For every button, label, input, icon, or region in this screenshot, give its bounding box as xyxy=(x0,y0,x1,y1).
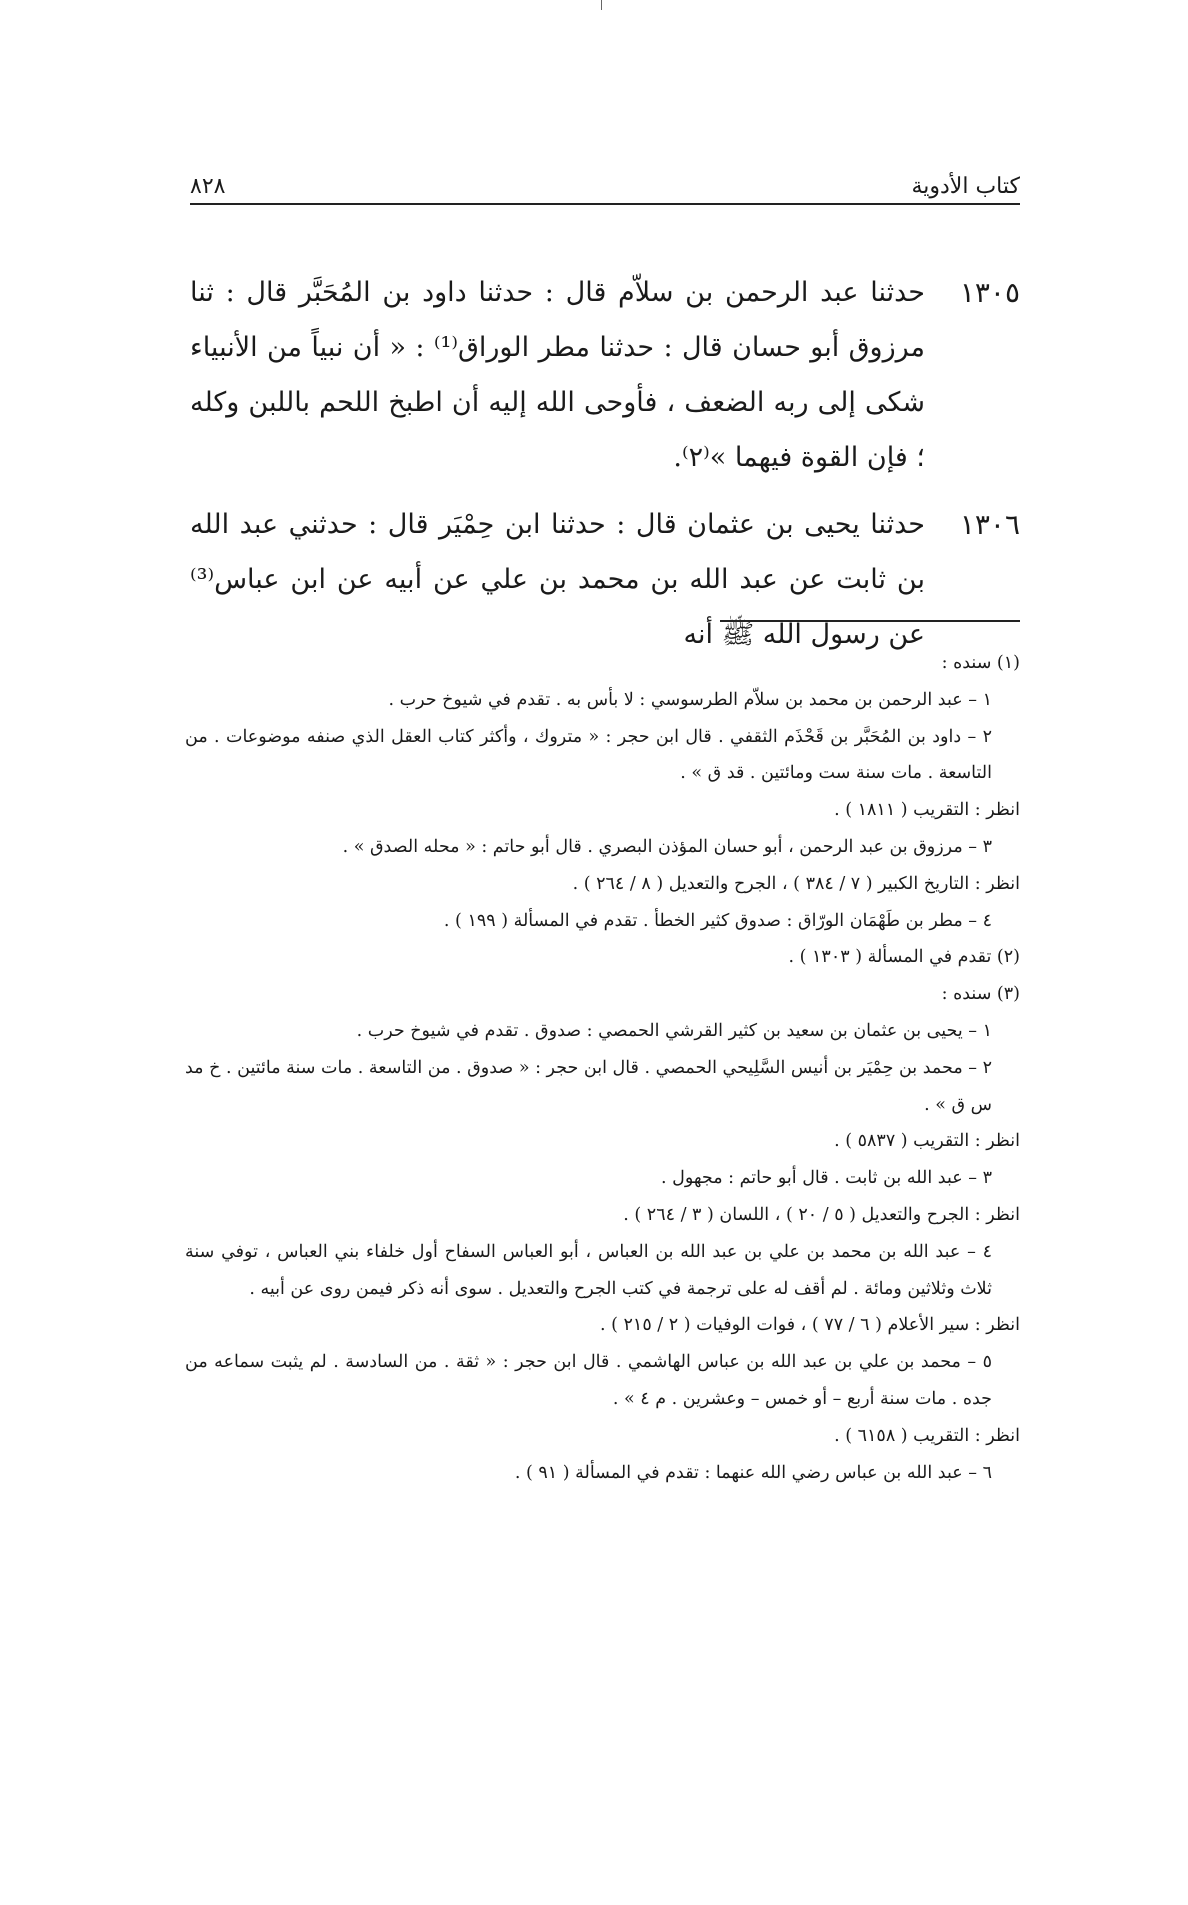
footnote-separator xyxy=(720,620,1020,622)
footnote-reference: انظر : الجرح والتعديل ( ٥ / ٢٠ ) ، اللسان ( ٣ / ٢٦٤ ) . xyxy=(623,1204,1020,1225)
footnote-line: ٣ – مرزوق بن عبد الرحمن ، أبو حسان المؤذن البصري . قال أبو حاتم : « محله الصدق » . xyxy=(342,836,992,857)
footnote-line: ٥ – محمد بن علي بن عبد الله بن عباس الهاشمي . قال ابن حجر : « ثقة . من السادسة . لم يثبت سماعه من جده . مات سنة أربع – أو خمس – وعشرين . م ٤ » . xyxy=(185,1352,992,1409)
footnote-heading: (٣) سنده : xyxy=(941,984,1020,1005)
footnote-heading: (٢) تقدم في المسألة ( ١٣٠٣ ) . xyxy=(788,947,1020,968)
running-header xyxy=(190,163,1020,205)
footnote-reference: انظر : التقريب ( ٦١٥٨ ) . xyxy=(834,1425,1020,1446)
page-edge-mark xyxy=(601,0,602,10)
footnote-heading: (١) سنده : xyxy=(941,653,1020,673)
footnote-line: ٦ – عبد الله بن عباس رضي الله عنهما : تقدم في المسألة ( ٩١ ) . xyxy=(514,1462,992,1483)
footnote-line: ٣ – عبد الله بن ثابت . قال أبو حاتم : مجهول . xyxy=(660,1168,992,1189)
book-title: كتاب الأدوية xyxy=(911,174,1020,199)
footnote-line: ١ – يحيى بن عثمان بن سعيد بن كثير القرشي الحمصي : صدوق . تقدم في شيوخ حرب . xyxy=(356,1020,992,1041)
footnote-line: ١ – عبد الرحمن بن محمد بن سلاّم الطرسوسي : لا بأس به . تقدم في شيوخ حرب . xyxy=(388,689,992,710)
hadith-number: ١٣٠٦ xyxy=(959,508,1020,541)
footnote-reference: انظر : التقريب ( ٥٨٣٧ ) . xyxy=(834,1131,1020,1152)
footnote-reference: انظر : التقريب ( ١٨١١ ) . xyxy=(834,800,1020,821)
main-text xyxy=(190,265,1020,674)
hadith-entry xyxy=(190,497,1020,662)
hadith-text: حدثنا يحيى بن عثمان قال : حدثنا ابن حِمْيَر قال : حدثني عبد الله بن ثابت عن عبد الله بن محمد بن علي عن أبيه عن ابن عباس⁽³⁾ عن رسول الله ﷺ أنه xyxy=(190,509,925,650)
footnote-reference: انظر : التاريخ الكبير ( ٧ / ٣٨٤ ) ، الجرح والتعديل ( ٨ / ٢٦٤ ) . xyxy=(572,873,1020,894)
page-number: ٨٢٨ xyxy=(190,174,226,199)
footnote-line: ٤ – مطر بن طَهْمَان الورّاق : صدوق كثير الخطأ . تقدم في المسألة ( ١٩٩ ) . xyxy=(443,910,992,931)
footnote-line: ٢ – داود بن المُحَبَّر بن قَحْذَم الثقفي . قال ابن حجر : « متروك ، وأكثر كتاب العقل الذي صنفه موضوعات . من التاسعة . مات سنة ست ومائتين . قد ق » . xyxy=(185,726,992,784)
footnote-line: ٤ – عبد الله بن محمد بن علي بن عبد الله بن العباس ، أبو العباس السفاح أول خلفاء بني العباس ، توفي سنة ثلاث وثلاثين ومائة . لم أقف له على ترجمة في كتب الجرح والتعديل . سوى أنه ذكر فيمن روى عن أبيه . xyxy=(185,1241,992,1299)
footnotes xyxy=(185,645,1020,1491)
footnote-line: ٢ – محمد بن حِمْيَر بن أنيس السَّلِيحي الحمصي . قال ابن حجر : « صدوق . من التاسعة . مات سنة مائتين . خ مد س ق » . xyxy=(185,1057,992,1115)
hadith-number: ١٣٠٥ xyxy=(959,276,1020,309)
hadith-text: حدثنا عبد الرحمن بن سلاّم قال : حدثنا داود بن المُحَبَّر قال : ثنا مرزوق أبو حسان قال : حدثنا مطر الوراق⁽¹⁾ : « أن نبياً من الأنبياء شكى إلى ربه الضعف ، فأوحى الله إليه أن اطبخ اللحم باللبن وكله ؛ فإن القوة فيهما »⁽٢⁾. xyxy=(190,277,925,473)
hadith-entry xyxy=(190,265,1020,485)
footnote-reference: انظر : سير الأعلام ( ٦ / ٧٧ ) ، فوات الوفيات ( ٢ / ٢١٥ ) . xyxy=(600,1315,1020,1336)
